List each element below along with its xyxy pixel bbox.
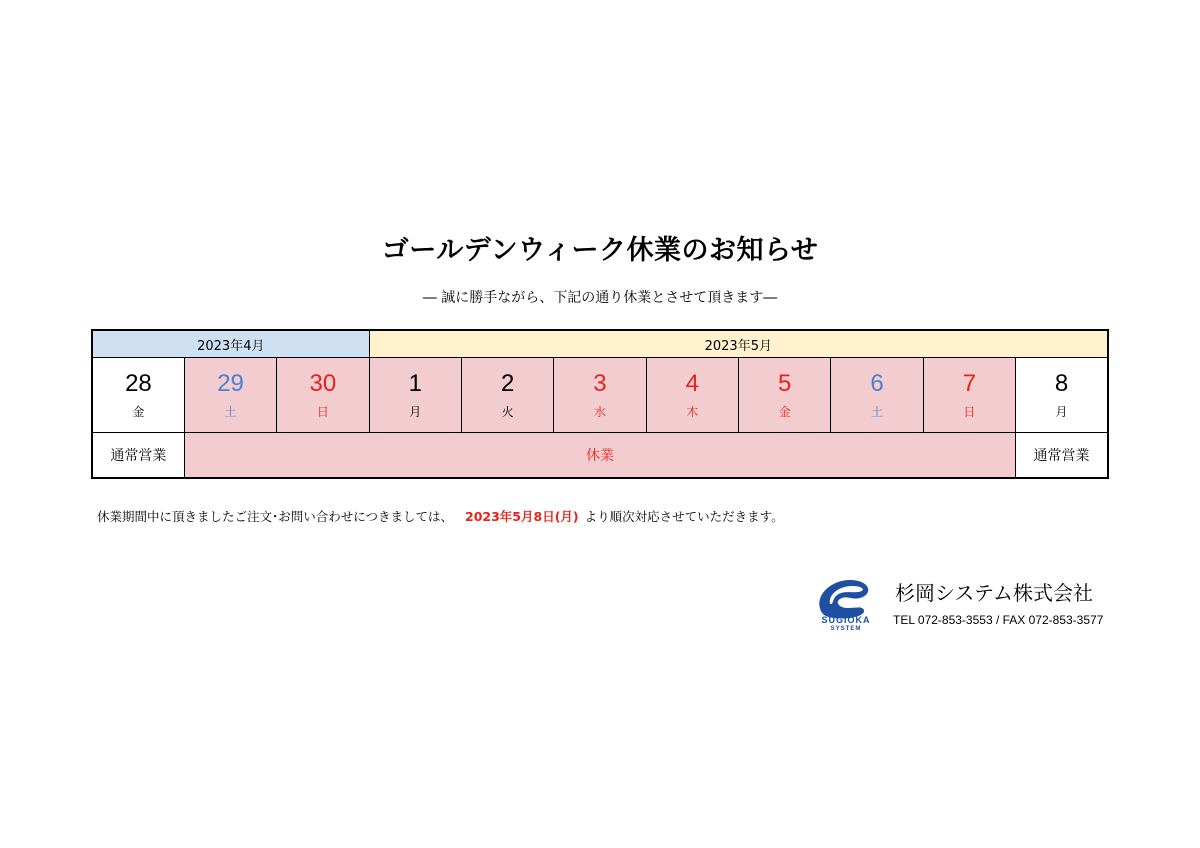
notice-resume-date: 2023年5月8日(月) bbox=[465, 509, 579, 524]
notice-after: より順次対応させていただきます。 bbox=[584, 509, 784, 524]
page-title: ゴールデンウィーク休業のお知らせ bbox=[381, 235, 819, 266]
company-name: 杉岡システム株式会社 bbox=[895, 581, 1093, 605]
day-row bbox=[92, 358, 1108, 433]
day-cell bbox=[831, 358, 923, 433]
page-subtitle: ― 誠に勝手ながら、下記の通り休業とさせて頂きます― bbox=[422, 290, 778, 306]
day-number: 3 bbox=[593, 370, 607, 397]
day-weekday: 土 bbox=[224, 405, 237, 419]
company-contact: TEL 072-853-3553 / FAX 072-853-3577 bbox=[893, 613, 1104, 627]
day-number: 8 bbox=[1054, 370, 1069, 397]
day-number: 29 bbox=[217, 370, 244, 397]
status-normal-after: 通常営業 bbox=[1016, 433, 1108, 479]
status-closed: 休業 bbox=[184, 433, 1015, 479]
day-weekday: 日 bbox=[963, 405, 976, 419]
month-header-row bbox=[92, 330, 1108, 358]
day-weekday: 土 bbox=[871, 405, 884, 419]
notice-before: 休業期間中に頂きましたご注文･お問い合わせにつきましては、 bbox=[97, 509, 454, 524]
day-weekday: 木 bbox=[686, 405, 699, 419]
day-number: 5 bbox=[778, 370, 792, 397]
day-number: 4 bbox=[685, 370, 700, 397]
day-cell bbox=[277, 358, 369, 433]
logo-subwordmark: SYSTEM bbox=[830, 626, 862, 632]
day-cell bbox=[923, 358, 1015, 433]
day-number: 1 bbox=[408, 370, 422, 397]
day-cell bbox=[739, 358, 831, 433]
status-normal-before: 通常営業 bbox=[92, 433, 184, 479]
holiday-calendar-table bbox=[91, 329, 1109, 479]
notice-text bbox=[97, 507, 784, 525]
day-weekday: 金 bbox=[778, 405, 791, 419]
day-cell bbox=[554, 358, 646, 433]
day-cell bbox=[92, 358, 184, 433]
day-weekday: 日 bbox=[316, 405, 329, 419]
day-weekday: 火 bbox=[501, 405, 514, 419]
month-header-april: 2023年4月 bbox=[92, 330, 369, 358]
day-weekday: 月 bbox=[1055, 405, 1068, 419]
status-row bbox=[92, 433, 1108, 479]
day-number: 6 bbox=[870, 370, 884, 397]
day-weekday: 月 bbox=[409, 405, 422, 419]
month-header-may: 2023年5月 bbox=[369, 330, 1108, 358]
day-number: 28 bbox=[125, 370, 152, 397]
day-cell bbox=[369, 358, 461, 433]
day-number: 2 bbox=[500, 370, 515, 397]
day-cell bbox=[646, 358, 738, 433]
day-number: 7 bbox=[962, 370, 977, 397]
day-cell bbox=[1016, 358, 1108, 433]
day-cell bbox=[184, 358, 276, 433]
day-number: 30 bbox=[309, 370, 337, 397]
logo-wordmark: SUGIOKA bbox=[821, 615, 871, 625]
day-cell bbox=[461, 358, 553, 433]
day-weekday: 水 bbox=[593, 405, 606, 419]
day-weekday: 金 bbox=[132, 405, 145, 419]
